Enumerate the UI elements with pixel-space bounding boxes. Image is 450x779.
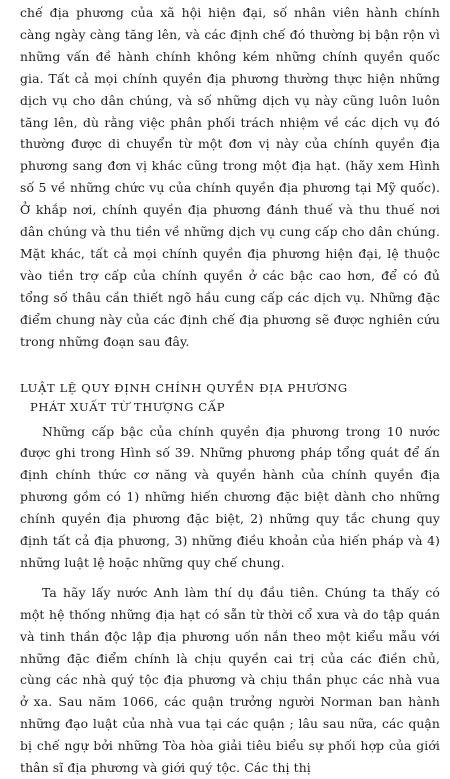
book-page <box>20 2 440 779</box>
paragraph-england-example: Ta hãy lấy nước Anh làm thí dụ đầu tiên. Chúng ta thấy có một hệ thống những địa hạt có sẵn từ thời cổ xưa và do tập quán và tinh thần độc lập địa phương uốn nắn theo một kiểu mẫu với những đặc điểm chính là chịu quyền cai trị của các điền chủ, cùng các nhà quý tộc địa phương và chịu thần phục các nhà vua ở xa. Sau năm 1066, các quận trưởng người Norman ban hành những đạo luật của nhà vua tại các quận ; lâu sau nữa, các quận bị chế ngự bởi những Tòa hòa giải tiêu biểu sự phối hợp của giới thân sĩ địa phương và giới quý tộc. Các thị thị <box>20 584 440 776</box>
paragraph-gap <box>20 574 440 582</box>
section-heading-line-1: LUẬT LỆ QUY ĐỊNH CHÍNH QUYỀN ĐỊA PHƯƠNG <box>20 380 348 395</box>
section-heading-line-2: PHÁT XUẤT TỪ THƯỢNG CẤP <box>30 399 226 414</box>
paragraph-continuation: chế địa phương của xã hội hiện đại, số nhân viên hành chính càng ngày càng tăng lên, và các định chế đó thường bị bận rộn vì những vấn đề hành chính không kém những chính quyền quốc gia. Tất cả mọi chính quyền địa phương thường thực hiện những dịch vụ cho dân chúng, và số những dịch vụ này cũng luôn luôn tăng lên, dù rằng việc phân phối trách nhiệm về các dịch vụ đó thường được di chuyển từ một đơn vị này của chính quyền địa phương sang đơn vị khác cũng trong một địa hạt. (hãy xem Hình số 5 về những chức vụ của chính quyền địa phương tại Mỹ quốc). Ở khắp nơi, chính quyền địa phương đánh thuế và thu thuế nơi dân chúng và thu tiền về những dịch vụ cung cấp cho dân chúng. Mặt khác, tất cả mọi chính quyền địa phương hiện đại, lệ thuộc vào tiền trợ cấp của chính quyền ở các bậc cao hơn, để có đủ tổng số thâu cần thiết ngõ hầu cung cấp các dịch vụ. Những đặc điểm chung này của các định chế địa phương sẽ được nghiên cứu trong những đoạn sau đây. <box>20 5 440 349</box>
section-heading <box>20 379 440 417</box>
paragraph-levels-of-government: Những cấp bậc của chính quyền địa phương trong 10 nước được ghi trong Hình số 39. Những phương pháp tổng quát để ấn định chính thức cơ năng và quyền hành của chính quyền địa phương gồm có 1) những hiến chương đặc biệt dành cho những chính quyền địa phương đặc biệt, 2) những quy tắc chung quy định tất cả địa phương, 3) những điều khoản của hiến pháp và 4) những luật lệ hoặc những quy chế chung. <box>20 423 440 570</box>
